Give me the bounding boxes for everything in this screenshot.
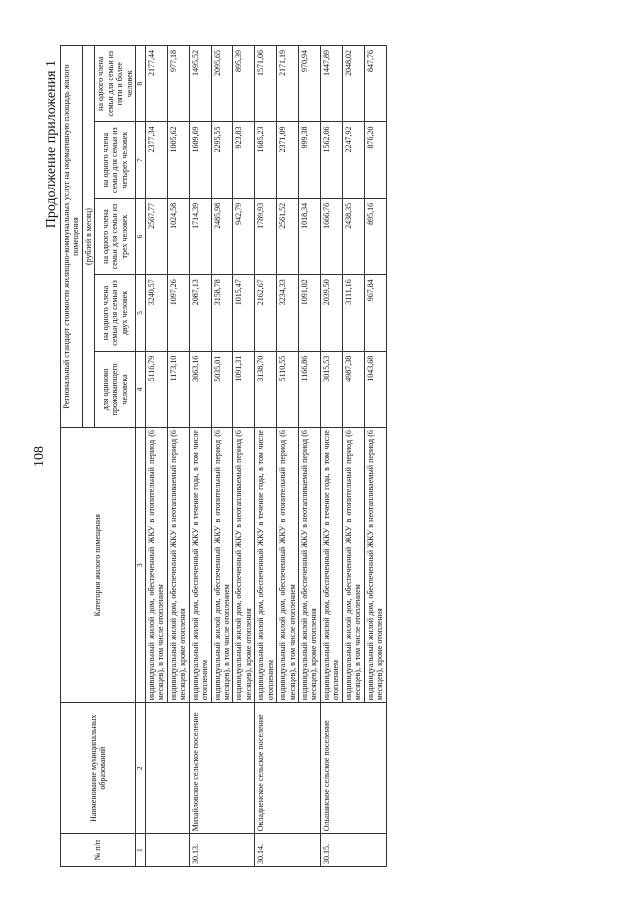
header-col5: на одного члена семьи для семьи из двух человек — [95, 275, 136, 351]
row-number: 30.15. — [320, 834, 386, 867]
value-cell: 895,39 — [233, 46, 255, 122]
value-cell: 1666,76 — [320, 198, 342, 274]
index-5: 5 — [136, 275, 146, 351]
row-category: индивидуальный жилой дом, обеспеченный ЖКУ в течение года, в том числе отоплением — [255, 428, 277, 703]
value-cell: 5035,01 — [211, 351, 233, 427]
index-1: 1 — [136, 834, 146, 867]
value-cell: 1015,47 — [233, 275, 255, 351]
value-cell: 2087,13 — [189, 275, 211, 351]
header-standard: Региональный стандарт стоимости жилищно-коммунальных услуг на нормативную площадь жилого помещения — [61, 46, 83, 428]
value-cell: 3063,16 — [189, 351, 211, 427]
table-row — [145, 46, 167, 867]
tariff-table — [60, 45, 387, 867]
value-cell: 5116,79 — [145, 351, 167, 427]
header-col6: на одного члена семьи для семьи из трех человек — [95, 198, 136, 274]
header-category: Категория жилого помещения — [61, 428, 136, 703]
value-cell: 1173,10 — [167, 351, 189, 427]
value-cell: 967,84 — [364, 275, 386, 351]
row-municipality: Окладненское сельское поселение — [255, 703, 321, 834]
value-cell: 1091,31 — [233, 351, 255, 427]
value-cell: 1609,69 — [189, 122, 211, 198]
value-cell: 2039,50 — [320, 275, 342, 351]
value-cell: 3240,57 — [145, 275, 167, 351]
value-cell: 1714,39 — [189, 198, 211, 274]
value-cell: 977,18 — [167, 46, 189, 122]
value-cell: 2485,98 — [211, 198, 233, 274]
value-cell: 2377,34 — [145, 122, 167, 198]
value-cell: 2162,67 — [255, 275, 277, 351]
row-category: индивидуальный жилой дом, обеспеченный ЖКУ в отопительный период (6 месяцев), в том числе отоплением — [145, 428, 167, 703]
header-number: № п/п — [61, 834, 136, 867]
value-cell: 1166,86 — [299, 351, 321, 427]
value-cell: 923,83 — [233, 122, 255, 198]
value-cell: 1789,93 — [255, 198, 277, 274]
value-cell: 2567,77 — [145, 198, 167, 274]
header-municipality: Наименование муниципальных образований — [61, 703, 136, 834]
index-6: 6 — [136, 198, 146, 274]
row-category: индивидуальный жилой дом, обеспеченный ЖКУ в течение года, в том числе отоплением — [320, 428, 342, 703]
index-4: 4 — [136, 351, 146, 427]
value-cell: 2295,55 — [211, 122, 233, 198]
value-cell: 3234,33 — [277, 275, 299, 351]
row-municipality: Михайловское сельское поселение — [189, 703, 255, 834]
value-cell: 4987,38 — [342, 351, 364, 427]
value-cell: 3111,16 — [342, 275, 364, 351]
page-number: 108 — [32, 446, 47, 467]
value-cell: 1097,26 — [167, 275, 189, 351]
row-number: 30.14. — [255, 834, 321, 867]
value-cell: 2171,19 — [277, 46, 299, 122]
value-cell: 1562,06 — [320, 122, 342, 198]
value-cell: 3158,78 — [211, 275, 233, 351]
row-number — [167, 834, 189, 867]
value-cell: 2048,02 — [342, 46, 364, 122]
value-cell: 847,76 — [364, 46, 386, 122]
index-8: 8 — [136, 46, 146, 122]
continuation-title: Продолжение приложения 1 — [44, 60, 59, 229]
row-number — [145, 834, 167, 867]
value-cell: 1043,68 — [364, 351, 386, 427]
table-row — [320, 46, 342, 867]
value-cell: 1024,58 — [167, 198, 189, 274]
value-cell: 1091,02 — [299, 275, 321, 351]
table-row — [189, 46, 211, 867]
value-cell: 2561,52 — [277, 198, 299, 274]
value-cell: 999,38 — [299, 122, 321, 198]
value-cell: 1018,34 — [299, 198, 321, 274]
value-cell: 876,20 — [364, 122, 386, 198]
header-col4: для одиноко проживающего человека — [95, 351, 136, 427]
value-cell: 2247,92 — [342, 122, 364, 198]
header-col8: на одного члена семьи для семьи из пяти и более человек — [95, 46, 136, 122]
row-category: индивидуальный жилой дом, обеспеченный ЖКУ в отопительный период (6 месяцев), в том числе отоплением — [211, 428, 233, 703]
value-cell: 5110,55 — [277, 351, 299, 427]
value-cell: 2438,35 — [342, 198, 364, 274]
row-category: индивидуальный жилой дом, обеспеченный ЖКУ в течение года, в том числе отоплением — [189, 428, 211, 703]
value-cell: 3138,70 — [255, 351, 277, 427]
value-cell: 970,94 — [299, 46, 321, 122]
row-category: индивидуальный жилой дом, обеспеченный ЖКУ в неотапливаемый период (6 месяцев), кроме отопления — [364, 428, 386, 703]
row-municipality — [167, 703, 189, 834]
value-cell: 2095,65 — [211, 46, 233, 122]
index-2: 2 — [136, 703, 146, 834]
index-7: 7 — [136, 122, 146, 198]
row-municipality — [145, 703, 167, 834]
value-cell: 2371,09 — [277, 122, 299, 198]
value-cell: 3015,53 — [320, 351, 342, 427]
value-cell: 1495,52 — [189, 46, 211, 122]
row-municipality: Ольшанское сельское поселение — [320, 703, 386, 834]
value-cell: 2177,44 — [145, 46, 167, 122]
table-row — [255, 46, 277, 867]
header-col7: на одного члена семьи для семьи из четырех человек — [95, 122, 136, 198]
row-category: индивидуальный жилой дом, обеспеченный ЖКУ в неотапливаемый период (6 месяцев), кроме отопления — [167, 428, 189, 703]
row-category: индивидуальный жилой дом, обеспеченный ЖКУ в отопительный период (6 месяцев), в том числе отоплением — [342, 428, 364, 703]
row-category: индивидуальный жилой дом, обеспеченный ЖКУ в отопительный период (6 месяцев), в том числе отоплением — [277, 428, 299, 703]
value-cell: 1685,23 — [255, 122, 277, 198]
value-cell: 942,79 — [233, 198, 255, 274]
value-cell: 1571,06 — [255, 46, 277, 122]
index-3: 3 — [136, 428, 146, 703]
value-cell: 1447,89 — [320, 46, 342, 122]
table-row — [167, 46, 189, 867]
row-category: индивидуальный жилой дом, обеспеченный ЖКУ в неотапливаемый период (6 месяцев), кроме отопления — [233, 428, 255, 703]
header-unit: (рублей в месяц) — [82, 46, 94, 428]
value-cell: 895,16 — [364, 198, 386, 274]
row-category: индивидуальный жилой дом, обеспеченный ЖКУ в неотапливаемый период (6 месяцев), кроме отопления — [299, 428, 321, 703]
row-number: 30.13. — [189, 834, 255, 867]
value-cell: 1005,62 — [167, 122, 189, 198]
